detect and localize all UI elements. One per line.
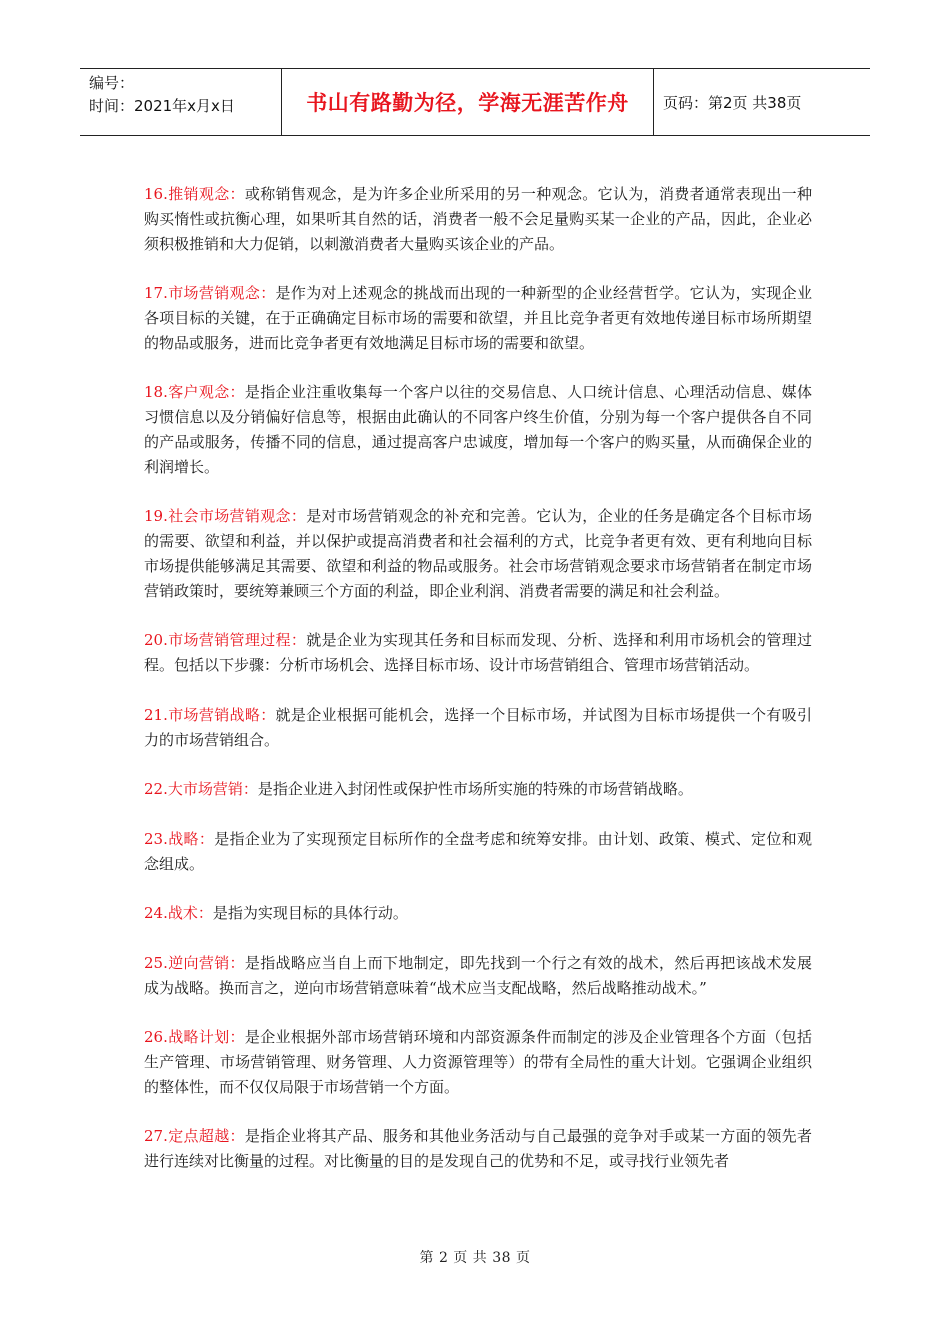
definition-text: 是指企业将其产品、服务和其他业务活动与自己最强的竞争对手或某一方面的领先者进行连续对比衡量的过程。对比衡量的目的是发现自己的优势和不足，或寻找行业领先者 [144, 1127, 812, 1171]
definition-text: 是指战略应当自上而下地制定，即先找到一个行之有效的战术，然后再把该战术发展成为战略。换而言之，逆向市场营销意味着“战术应当支配战略，然后战略推动战术。” [144, 953, 812, 997]
definition-text: 或称销售观念，是为许多企业所采用的另一种观念。它认为，消费者通常表现出一种购买惰性或抗衡心理，如果听其自然的话，消费者一般不会足量购买某一企业的产品，因此，企业必须积极推销和大力促销，以刺激消费者大量购买该企业的产品。 [144, 185, 812, 253]
definition-term: 22.大市场营销： [144, 780, 258, 799]
document-date-label: 时间：2021年x月x日 [89, 97, 235, 115]
definition-term: 18.客户观念： [144, 383, 245, 402]
definition-term: 21.市场营销战略： [144, 705, 276, 724]
header-motto: 书山有路勤为径，学海无涯苦作舟 [282, 69, 654, 135]
definition-text: 是对市场营销观念的补充和完善。它认为，企业的任务是确定各个目标市场的需要、欲望和利益，并以保护或提高消费者和社会福利的方式，比竞争者更有效、更有利地向目标市场提供能够满足其需要、欲望和利益的物品或服务。社会市场营销观念要求市场营销者在制定市场营销政策时，要统筹兼顾三个方面的利益，即企业利润、消费者需要的满足和社会利益。 [144, 507, 812, 600]
definition-paragraph [144, 951, 812, 1001]
header-meta [80, 69, 282, 135]
definition-paragraph [144, 1025, 812, 1099]
definition-term: 27.定点超越： [144, 1127, 245, 1146]
document-body [144, 182, 812, 1199]
definition-term: 23.战略： [144, 829, 215, 848]
definition-text: 是指企业为了实现预定目标所作的全盘考虑和统筹安排。由计划、政策、模式、定位和观念组成。 [144, 829, 812, 873]
definition-term: 26.战略计划： [144, 1028, 245, 1047]
definition-text: 就是企业根据可能机会，选择一个目标市场，并试图为目标市场提供一个有吸引力的市场营销组合。 [144, 705, 812, 749]
definition-text: 是指企业注重收集每一个客户以往的交易信息、人口统计信息、心理活动信息、媒体习惯信息以及分销偏好信息等，根据由此确认的不同客户终生价值，分别为每一个客户提供各自不同的产品或服务，传播不同的信息，通过提高客户忠诚度，增加每一个客户的购买量，从而确保企业的利润增长。 [144, 383, 812, 476]
definition-term: 16.推销观念： [144, 185, 245, 203]
definition-paragraph [144, 182, 812, 256]
header-page-label: 页码：第2页 共38页 [663, 93, 802, 112]
definition-term: 17.市场营销观念： [144, 284, 276, 303]
definition-text: 是企业根据外部市场营销环境和内部资源条件而制定的涉及企业管理各个方面（包括生产管理、市场营销管理、财务管理、人力资源管理等）的带有全局性的重大计划。它强调企业组织的整体性，而不仅仅局限于市场营销一个方面。 [144, 1028, 812, 1096]
definition-text: 是指为实现目标的具体行动。 [212, 904, 408, 923]
definition-paragraph [144, 628, 812, 678]
definition-term: 24.战术： [144, 904, 213, 923]
definition-paragraph [144, 504, 812, 603]
definition-paragraph [144, 827, 812, 877]
definition-paragraph [144, 901, 812, 926]
definition-text: 就是企业为实现其任务和目标而发现、分析、选择和利用市场机会的管理过程。包括以下步骤：分析市场机会、选择目标市场、设计市场营销组合、管理市场营销活动。 [144, 631, 812, 675]
definition-text: 是指企业进入封闭性或保护性市场所实施的特殊的市场营销战略。 [257, 780, 693, 799]
definition-paragraph [144, 1124, 812, 1174]
definition-paragraph [144, 703, 812, 753]
definition-text: 是作为对上述观念的挑战而出现的一种新型的企业经营哲学。它认为，实现企业各项目标的关键，在于正确确定目标市场的需要和欲望，并且比竞争者更有效地传递目标市场所期望的物品或服务，进而比竞争者更有效地满足目标市场的需要和欲望。 [144, 284, 812, 352]
definition-paragraph [144, 380, 812, 479]
definition-paragraph [144, 777, 812, 802]
definition-term: 20.市场营销管理过程： [144, 631, 307, 650]
page-header [80, 68, 870, 136]
definition-term: 25.逆向营销： [144, 953, 245, 972]
definition-term: 19.社会市场营销观念： [144, 507, 307, 526]
definition-paragraph [144, 281, 812, 355]
page-footer: 第 2 页 共 38 页 [419, 1250, 531, 1266]
document-number-label: 编号： [89, 74, 135, 92]
